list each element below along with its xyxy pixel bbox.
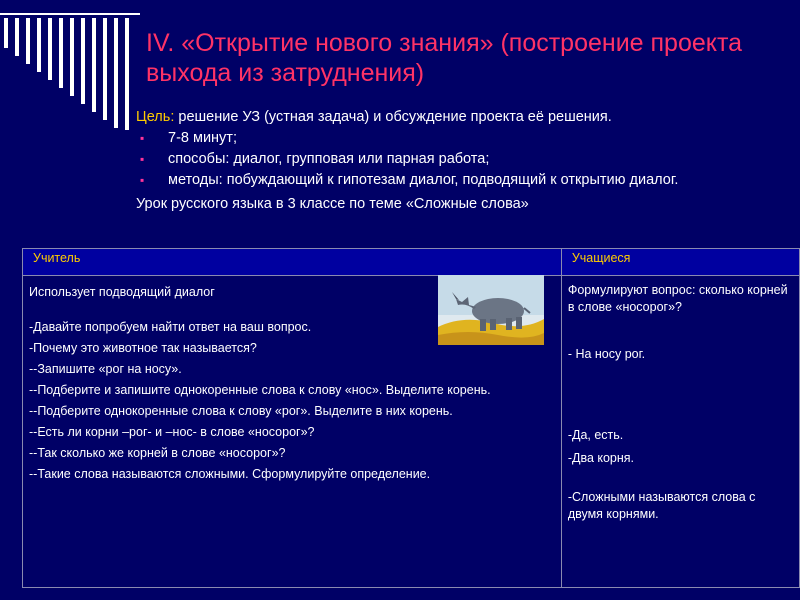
decorative-stripe: [15, 18, 19, 56]
decorative-stripe: [114, 18, 118, 128]
decorative-stripe: [59, 18, 63, 88]
table-header-row: [23, 249, 800, 276]
teacher-line: Использует подводящий диалог: [29, 285, 215, 299]
header-students: Учащиеся: [561, 249, 799, 276]
bullet-item: ▪ 7-8 минут;: [168, 129, 776, 147]
table-row: [23, 276, 800, 588]
bullet-list: [136, 129, 776, 189]
student-line: -Два корня.: [567, 451, 635, 465]
slide-content: [136, 108, 776, 228]
student-line: - На носу рог.: [567, 347, 646, 361]
decorative-stripe: [48, 18, 52, 80]
decorative-stripes: [0, 0, 140, 130]
decorative-stripe: [4, 18, 8, 48]
decorative-stripe: [103, 18, 107, 120]
bullet-item: ▪ методы: побуждающий к гипотезам диалог, подводящий к открытию диалог.: [168, 171, 776, 189]
goal-line: [136, 108, 776, 126]
lesson-topic: Урок русского языка в 3 классе по теме «Сложные слова»: [136, 196, 529, 212]
teacher-line: --Есть ли корни –рог- и –нос- в слове «носорог»?: [29, 425, 315, 439]
teacher-line: -Давайте попробуем найти ответ на ваш вопрос.: [29, 320, 312, 334]
bullet-item: ▪ способы: диалог, групповая или парная работа;: [168, 150, 776, 168]
student-line: Формулируют вопрос: сколько корней в слове «носорог»?: [567, 283, 788, 314]
teacher-line: --Такие слова называются сложными. Сформулируйте определение.: [29, 467, 431, 481]
goal-text: решение УЗ (устная задача) и обсуждение проекта её решения.: [178, 109, 612, 125]
decorative-stripe: [37, 18, 41, 72]
teacher-line: --Так сколько же корней в слове «носорог»?: [29, 446, 286, 460]
dialog-table: [22, 248, 800, 588]
teacher-line: --Запишите «рог на носу».: [29, 362, 182, 376]
slide-title: IV. «Открытие нового знания» (построение проекта выхода из затруднения): [146, 29, 743, 87]
decorative-stripe: [81, 18, 85, 104]
decorative-stripe: [92, 18, 96, 112]
student-line: -Сложными называются слова с двумя корнями.: [567, 490, 756, 521]
teacher-line: --Подберите однокоренные слова к слову «рог». Выделите в них корень.: [29, 404, 453, 418]
teacher-line: --Подберите и запишите однокоренные слова к слову «нос». Выделите корень.: [29, 383, 491, 397]
decorative-stripe: [125, 18, 129, 130]
teacher-line: -Почему это животное так называется?: [29, 341, 257, 355]
goal-label: Цель:: [136, 109, 175, 125]
decorative-stripe: [70, 18, 74, 96]
students-cell: [561, 276, 799, 588]
decorative-stripe: [26, 18, 30, 64]
rhinoceros-picture: [438, 275, 544, 345]
header-teacher: Учитель: [23, 249, 562, 276]
student-line: -Да, есть.: [567, 428, 624, 442]
